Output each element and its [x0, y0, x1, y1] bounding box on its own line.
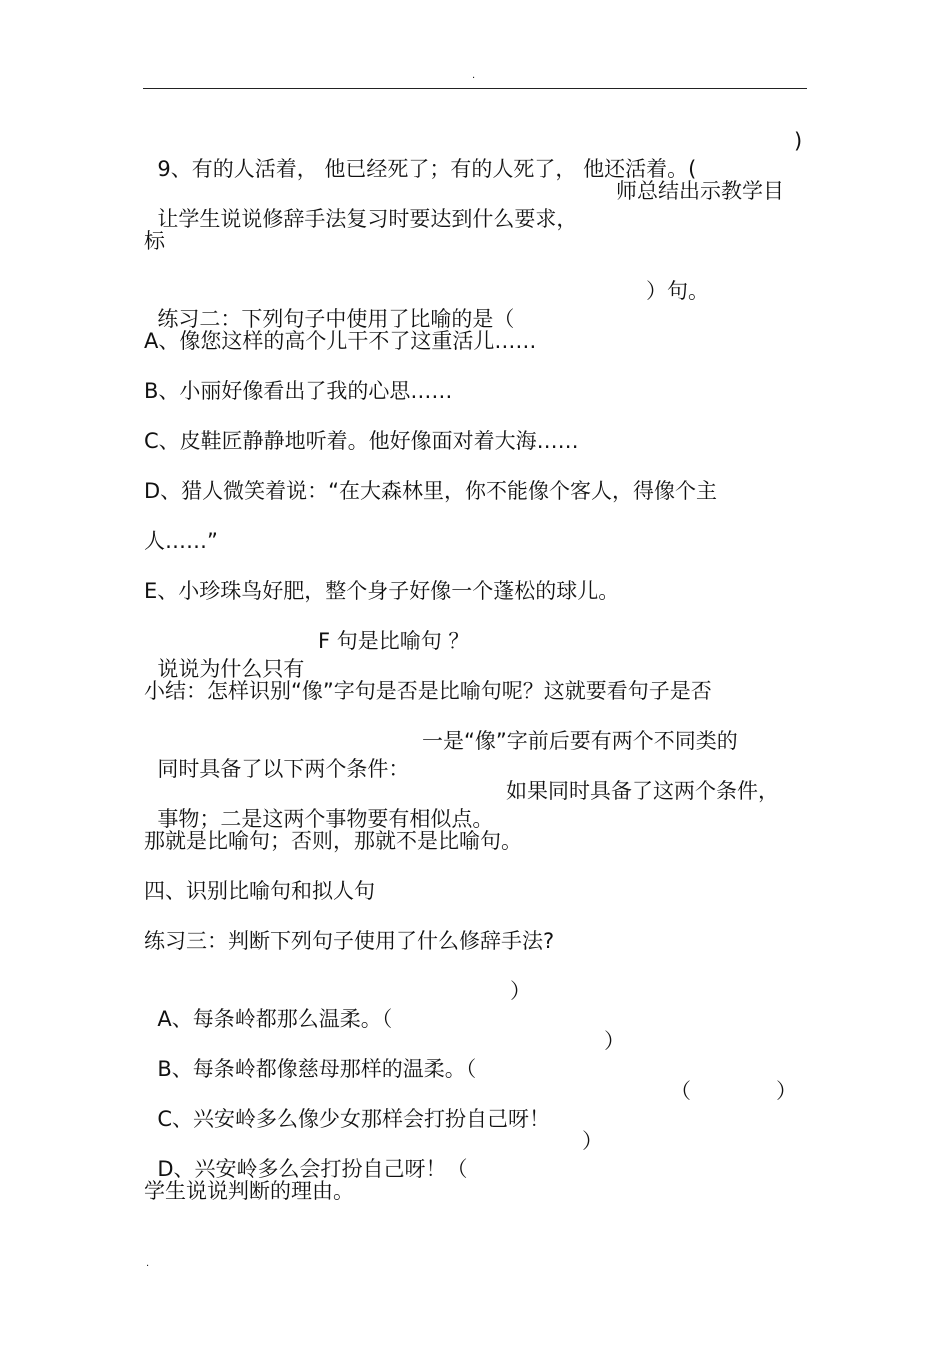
teaching-note: [144, 177, 784, 261]
discussion-question-part-a: 说说为什么只有: [157, 657, 305, 681]
section-4-heading: 四、识别比喻句和拟人句: [144, 879, 375, 903]
discussion-question-part-b: F 句是比喻句 ？: [318, 629, 470, 653]
summary-line-2-part-a: 同时具备了以下两个条件：: [157, 757, 410, 781]
exercise-3-option-c-text: C、兴安岭多么像少女那样会打扮自己呀！: [157, 1107, 551, 1131]
option-e: E、小珍珠鸟好肥，整个身子好像一个蓬松的球儿。: [144, 579, 620, 603]
exercise-3-option-c-close: ）: [776, 1079, 797, 1103]
summary-line-3-part-a: 事物；二是这两个事物要有相似点。: [157, 807, 494, 831]
exercise-3-option-c-open: （: [670, 1079, 691, 1103]
summary-line-2-part-b: 一是“像”字前后要有两个不同类的: [422, 729, 738, 753]
exercise-3-option-d-text: D、兴安岭多么会打扮自己呀！（: [157, 1157, 468, 1181]
option-a: A、像您这样的高个儿干不了这重活儿……: [144, 329, 537, 353]
option-b: B、小丽好像看出了我的心思……: [144, 379, 453, 403]
summary-line-3-part-b: 如果同时具备了这两个条件，: [506, 779, 779, 803]
exercise-3-option-b-text: B、每条岭都像慈母那样的温柔。（: [157, 1057, 477, 1081]
summary-line-1: 小结：怎样识别“像”字句是否是比喻句呢？这就要看句子是否: [144, 679, 712, 703]
teaching-note-part-b: 师总结出示教学目: [616, 179, 784, 203]
question-9-text: 9、有的人活着， 他已经死了；有的人死了， 他还活着。(: [157, 157, 697, 181]
header-rule: [143, 88, 807, 89]
teaching-note-part-a: 让学生说说修辞手法复习时要达到什么要求，: [157, 207, 578, 231]
exercise-3-option-b-close: ）: [604, 1029, 625, 1053]
header-mark: .: [472, 70, 476, 81]
option-c: C、皮鞋匠静静地听着。他好像面对着大海……: [144, 429, 579, 453]
exercise-3-option-a-text: A、每条岭都那么温柔。（: [157, 1007, 393, 1031]
exercise-3-option-a-close: ）: [510, 979, 531, 1003]
option-d-cont: 人……”: [144, 529, 218, 553]
question-9-close-paren: ): [794, 129, 803, 153]
option-d: D、猎人微笑着说：“在大森林里，你不能像个客人，得像个主: [144, 479, 718, 503]
closing-instruction: 学生说说判断的理由。: [144, 1179, 354, 1203]
exercise-2-suffix: ）句。: [646, 279, 709, 303]
teaching-note-cont: 标: [144, 229, 165, 253]
exercise-3-option-d-close: ）: [582, 1129, 603, 1153]
exercise-2-prompt: 练习二：下列句子中使用了比喻的是（: [157, 307, 515, 331]
summary-line-4: 那就是比喻句；否则，那就不是比喻句。: [144, 829, 522, 853]
footer-mark: .: [146, 1258, 150, 1269]
exercise-3-title: 练习三：判断下列句子使用了什么修辞手法?: [144, 929, 555, 953]
